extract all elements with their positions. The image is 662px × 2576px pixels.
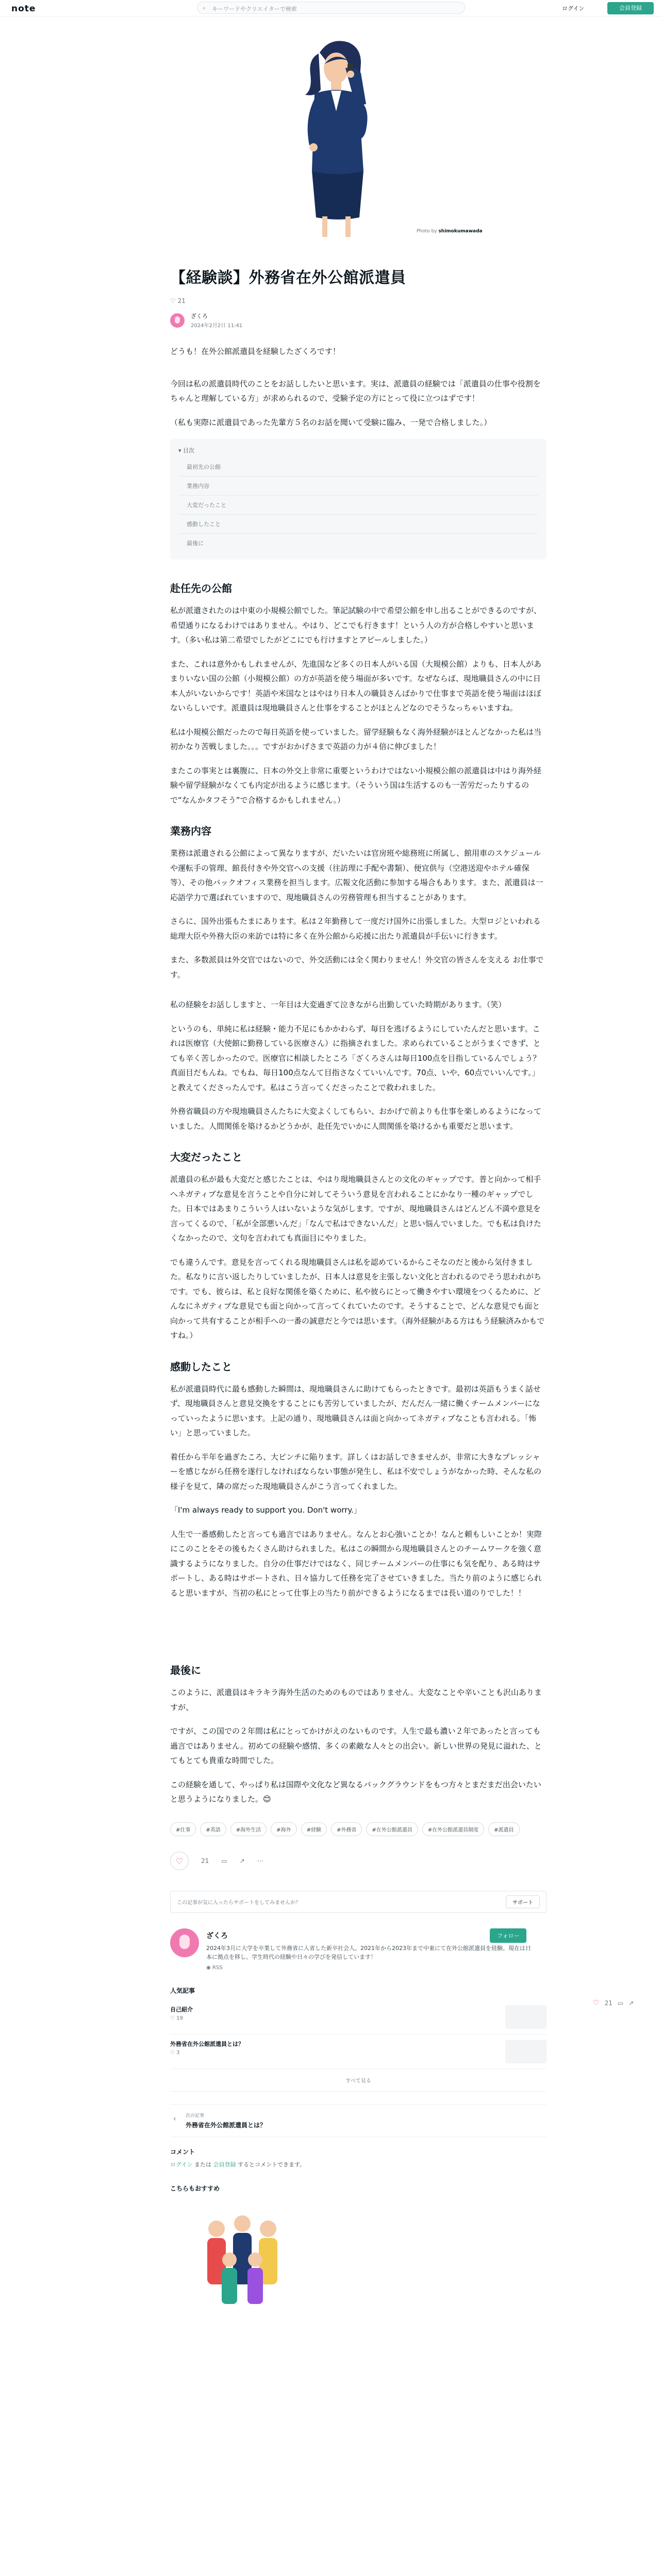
tag[interactable]: #在外公館派遣員 [366,1822,418,1836]
popular-likes: ♡ 3 [170,2049,180,2056]
likes-count: 21 [177,297,186,304]
author-row [170,312,547,329]
signup-button[interactable]: 会員登録 [607,2,654,14]
login-link[interactable]: ログイン [562,5,585,12]
support-box [170,1891,547,1913]
section-paragraph: 「I'm always ready to support you. Don't worry.」 [170,1505,361,1515]
popular-heading: 人気記事 [170,1987,195,1994]
popular-thumbnail [505,2040,547,2063]
likes-summary[interactable] [170,297,547,304]
section-paragraph: でも違うんです。意見を言ってくれる現地職員さんは私を認めているからこそなのだと後から気付きました。私なりに言い返したりしていましたが、日本人は意見を主張しない文化と言われるのでそう思われがちです。でも、彼らは、私と良好な関係を築くために、私や彼らにとって働きやすい環境をつくるために、どんなにネガティブな意見でも面と向かって言ってくれていたのです。そうすることで、どんな意見でも面と向かって共有することが相手への一番の誠意だと今では思います。（海外経験がある方はもう経験済みかもですね。） [170,1257,545,1340]
article [170,268,547,2313]
credit-name[interactable]: shimokumawada [438,229,483,234]
floating-actions [593,1999,634,2007]
section-paragraph: 着任から半年を過ぎたころ、大ピンチに陥ります。詳しくはお話しできませんが、非常に大きなプレッシャーを感じながら任務を遂行しなければならない事態が発生し、私は不安でしょうがなかった時、そんな私の様子を見て、隣の席だった現地職員さんがこう言ってくれました。 [170,1452,542,1491]
section-duties [170,823,547,982]
section-closing [170,1662,547,1807]
floating-share-icon[interactable]: ↗ [628,1999,634,2007]
comment-suffix: するとコメントできます。 [237,2161,306,2168]
article-title: 【経験談】外務省在外公館派遣員 [170,269,406,287]
section-heading: 最後に [170,1664,201,1676]
tag[interactable]: #英語 [200,1822,226,1836]
section-paragraph: ですが、この国での２年間は私にとってかけがえのないものです。人生で最も濃い２年であったと言っても過言ではありません。初めての経験や感情、多くの素敵な人々との出会い。新しい世界の発見に溢れた、とてもとても貴重な時間でした。 [170,1726,542,1765]
tag[interactable]: #在外公館派遣員制度 [422,1822,484,1836]
heart-icon: ♡ [170,297,176,304]
tag[interactable]: #派遣員 [488,1822,519,1836]
section-moving [170,1359,547,1601]
section-paragraph: 人生で一番感動したと言っても過言ではありません。なんとお心強いことか！なんと頼もしいことか！実際にこのことをその後もたくさん助けられました。私はこの瞬間から現地職員さんとのチームワークを強く意識するようになりました。自分の仕事だけではなく、同じチームメンバーの仕事にも気を配り、ある時はサポートし、ある時はサポートされ、日々協力して任務を完了させていきました。当たり前のように感じられると思いますが、当初の私にとって仕事上の当たり前ができるようになるまでは長い道のりでした！！ [170,1529,542,1598]
section-paragraph: 業務は派遣される公館によって異なりますが、だいたいは官房班や総務班に所属し、館用車のスケジュールや運転手の管理、館長付きや外交官への支援（往訪理に手配や書類）、便宜供与（空港送迎やホテル確保等）、その他バックオフィス業務を担当します。広報文化活動に参加する場合もあります。また、派遣員は一応語学力で選ばれていますので、現地職員さんの労務管理も担当することがあります。 [170,849,543,902]
section-paragraph: 私が派遣員時代に最も感動した瞬間は、現地職員さんに助けてもらったときです。最初は英語もうまく話せず、現地職員さんと意見交換をすることにも苦労していましたが、だんだん一緒に働くチームメンバーになっていったように思います。上記の通り、現地職員さんは面と向かってネガティブなことも言われる。「怖い」と思っていました。 [170,1384,541,1437]
toc-item[interactable]: 最初先の公館 [178,457,538,477]
section-paragraph: というのも、単純に私は経験・能力不足にもかかわらず、毎日を逃げるようにしていたんだと思います。これは医療官（大使館に勤務している医療さん）に指摘されました。求められていることがうまくできず、とても辛く苦しかったので。医療官に相談したところ「ざくろさんは毎日100点を目指しているんでしょう？真面目だもんね。でもね、毎日100点なんて目指さなくていいんです。70点、いや、60点でいいんです。」と教えてくださったんです。私はこう言ってくださったことで救われました。 [170,1024,541,1092]
action-bar [170,1852,547,1870]
author-avatar[interactable] [170,313,185,328]
toc-heading-label: 目次 [183,447,195,454]
section-heading: 感動したこと [170,1360,232,1373]
section-paragraph: また、多数派員は外交官ではないので、外交活動には全く関わりません！外交官の皆さんを支える お仕事です。 [170,955,544,979]
floating-comment-icon[interactable]: ▭ [617,1999,624,2007]
note-logo[interactable]: note [11,4,36,14]
popular-likes-count: 3 [176,2049,180,2056]
table-of-contents [170,439,547,560]
author-name[interactable]: ざくろ [191,313,208,319]
photo-credit [417,229,483,234]
section-paragraph: この経験を通して、やっぱり私は国際や文化など異なるバックグラウンドをもつ方々とまだまだ出会いたいと思うようになりました。😊 [170,1780,541,1804]
section-paragraph: 私が派遣されたのは中東の小規模公館でした。筆記試験の中で希望公館を申し出ることができるのですが、希望通りになるわけではありません。やはり、どこでも行きます！という人の方が合格しやすいと思います。（多い私は第二希望でしたがどこにでも行けますとアピールしました。） [170,606,542,645]
support-button[interactable]: サポート [506,1895,540,1908]
tag-list [170,1822,547,1836]
section-paragraph: 私の経験をお話ししますと、一年目は大変過ぎて泣きながら出勤していた時期があります。（笑） [170,1000,506,1009]
popular-title: 自己紹介 [170,2006,193,2013]
tag[interactable]: #仕事 [170,1822,196,1836]
comment-login-link[interactable]: ログイン [170,2161,193,2168]
section-heading: 業務内容 [170,825,211,837]
comments-heading: コメント [170,2148,195,2156]
search-icon: ⌕ [203,5,206,11]
section-experience [170,997,547,1133]
section-paragraph: また、これは意外かもしれませんが、先進国など多くの日本人がいる国（大規模公館）よりも、日本人があまりいない国の公館（小規模公館）の方が英語を使う場面が多いです。なぜならば、現地職員さんの中に日本人がいないからです！英語や米国なとはやはり日本人の職員さんばかりで仕事まで英語を使う場面はほぼないらしいです。派遣員は現地職員さんと仕事をすることがほとんどなのでそうなっちゃいますね。 [170,659,542,713]
floating-heart-icon[interactable]: ♡ [593,1999,600,2007]
section-paragraph: またこの事実とは裏腹に、日本の外交上非常に重要というわけではない小規模公館の派遣員は中はり海外経験や留学経験がなくても内定が出るように感じます。（そういう国は生活するのも一苦労だったりするので“なんかタフそう”で合格するかもしれません。） [170,766,542,805]
section-heading: 赴任先の公館 [170,582,232,595]
section-paragraph: 外務省職員の方や現地職員さんたちに大変よくしてもらい、おかげで前よりも仕事を楽しめるようになっていました。人間関係を築けるかどうかが、赴任先でいかに人間関係を築けるかも重要だと思います。 [170,1107,542,1131]
intro-paragraph: （私も実際に派遣員であった先輩方５名のお話を聞いて受験に臨み、一発で合格しました。） [170,417,492,427]
publish-date: 2024年2月2日 11:41 [191,323,243,329]
section-paragraph: 派遣員の私が最も大変だと感じたことは、やはり現地職員さんとの文化のギャップです。普と向かって相手へネガティブな意見を言うことや自分に対してそういう意見を言われることにかなり一種のギャップでした。日本ではあまりこういう人はいないような気がします。ですが、現地職員さんはどんどん不満や意見を言ってくるので、「私が全部悪いんだ」「なんで私はできないんだ」と思い悩んでいました。でも私は負けたくなかったので、文句を言われても真面目にやりました。 [170,1175,541,1243]
search-box[interactable] [197,2,465,14]
creator-card [170,1928,547,1971]
next-label: 次の記事 [186,2113,205,2119]
popular-likes: ♡ 19 [170,2015,183,2021]
comment-or: または [194,2161,211,2168]
creator-bio: 2024年3月に大学を卒業して外務省に入省した新卒社会人。2021年から2023年まで中東にて在外公館派遣員を経験。現在は日本に拠点を移し、学生時代の経験や日々の学びを発信しています！ [206,1944,531,1961]
intro-paragraph: どうも！在外公館派遣員を経験したざくろです！ [170,347,340,356]
popular-title: 外務省在外公館派遣員とは？ [170,2040,244,2047]
section-heading: 大変だったこと [170,1151,242,1163]
follow-button[interactable]: フォロー [490,1928,526,1943]
popular-thumbnail [505,2005,547,2029]
rss-label: RSS [212,1964,223,1971]
popular-likes-count: 19 [176,2015,183,2021]
comment-signup-link[interactable]: 会員登録 [213,2161,236,2168]
next-title: 外務省在外公館派遣員とは？ [186,2121,267,2129]
toc-item[interactable]: 感動したこと [178,515,538,534]
intro-paragraph: 今回は私の派遣員時代のことをお話ししたいと思います。実は、派遣員の経験では「派遣員の仕事や役割をちゃんと理解している方」が求められるので、受験予定の方にとって役に立つはずです！ [170,379,541,403]
chevron-left-icon: ‹ [173,2114,176,2123]
floating-like-count: 21 [604,1999,613,2007]
section-hardships [170,1149,547,1343]
toc-item[interactable]: 大変だったこと [178,496,538,515]
tag[interactable]: #海外 [271,1822,296,1836]
creator-avatar[interactable] [170,1928,199,1957]
tag[interactable]: #外務省 [331,1822,362,1836]
support-text: この記事が気に入ったらサポートをしてみませんか？ [177,1900,301,1906]
tag[interactable]: #経験 [301,1822,327,1836]
like-button[interactable]: ♡ [170,1852,189,1870]
comments-prompt [170,2160,547,2168]
tag[interactable]: #海外生活 [230,1822,267,1836]
recommend-illustration[interactable] [170,2198,325,2311]
next-article[interactable] [170,2104,547,2137]
popular-item[interactable] [170,2000,547,2035]
header [0,0,662,16]
search-placeholder: キーワードやクリエイターで検索 [212,6,297,12]
rss-link[interactable] [170,1965,547,1971]
rss-icon: ◉ [206,1964,212,1971]
like-count: 21 [201,1857,209,1865]
section-paragraph: 私は小規模公館だったので毎日英語を使っていました。留学経験もなく海外経験がほとんどなかった私は当初かなり苦戦しました。。。ですがおかげさまで英語の力が４倍に伸びました！ [170,727,542,751]
section-post [170,580,547,807]
more-icon[interactable]: ⋯ [257,1857,263,1865]
toc-heading[interactable]: ▾ 目次 [178,447,195,454]
creator-name[interactable]: ざくろ [206,1931,228,1940]
comment-icon[interactable]: ▭ [221,1857,227,1865]
share-icon[interactable]: ↗ [239,1857,245,1865]
see-all-link[interactable]: すべて見る [170,2069,547,2092]
popular-item[interactable] [170,2035,547,2069]
hero-illustration [165,16,497,237]
section-paragraph: このように、派遣員はキラキラ海外生活のためのものではありません。大変なことや辛いことも沢山ありますが、 [170,1688,542,1712]
toc-item[interactable]: 最後に [187,540,204,547]
credit-prefix: Photo by [417,229,437,234]
recommend-heading: こちらもおすすめ [170,2184,220,2192]
toc-item[interactable]: 業務内容 [178,477,538,496]
section-paragraph: さらに、国外出張もたまにあります。私は２年勤務して一度だけ国外に出張しました。大型ロジといわれる総理大臣や外務大臣の来訪では特に多く在外公館から応援に出たり派遣員が手伝いに行きます。 [170,917,541,941]
